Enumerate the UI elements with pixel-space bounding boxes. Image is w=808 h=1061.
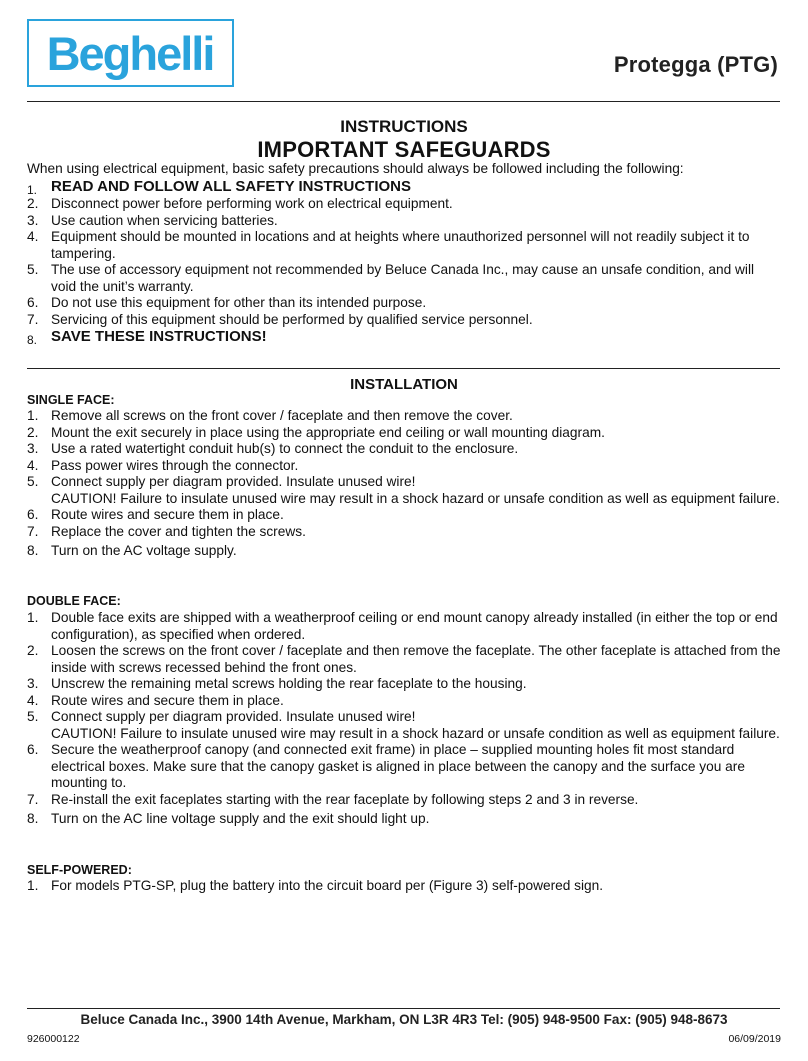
item-text: Equipment should be mounted in locations and at heights where unauthorized personnel will not readily subject it to tampering. [51, 229, 750, 261]
item-number: 6. [27, 507, 39, 522]
list-item [27, 610, 782, 643]
item-text: Unscrew the remaining metal screws holding the rear faceplate to the housing. [51, 676, 527, 691]
item-text: Use caution when servicing batteries. [51, 212, 278, 228]
safeguards-list [27, 178, 782, 346]
item-text: Double face exits are shipped with a weatherproof ceiling or end mount canopy already installed (in either the top or end configuration), as specified when ordered. [51, 610, 778, 642]
item-number: 3. [27, 212, 39, 228]
list-item [27, 295, 782, 312]
item-text: Re-install the exit faceplates starting with the rear faceplate by following steps 2 and 3 in reverse. [51, 791, 639, 807]
list-item [27, 178, 782, 196]
list-item [27, 408, 782, 425]
list-item [27, 709, 782, 742]
list-item [27, 262, 782, 295]
header-divider [27, 101, 780, 102]
item-text: Connect supply per diagram provided. Insulate unused wire! [51, 474, 416, 489]
item-text: Mount the exit securely in place using the appropriate end ceiling or wall mounting diagram. [51, 424, 605, 440]
item-number: 1. [27, 610, 39, 625]
safeguards-heading: IMPORTANT SAFEGUARDS [257, 137, 551, 162]
item-number: 1. [27, 878, 39, 893]
item-text: SAVE THESE INSTRUCTIONS! [51, 328, 267, 345]
double-face-heading: DOUBLE FACE: [27, 594, 121, 608]
item-text: Use a rated watertight conduit hub(s) to connect the conduit to the enclosure. [51, 441, 519, 456]
item-text: The use of accessory equipment not recommended by Beluce Canada Inc., may cause an unsafe condition, and will void the unit’s warranty. [51, 262, 755, 294]
item-number: 4. [27, 457, 39, 473]
list-item [27, 425, 782, 442]
item-number: 3. [27, 676, 39, 691]
item-number: 7. [27, 523, 39, 539]
list-item [27, 524, 782, 541]
list-item [27, 676, 782, 693]
item-number: 7. [27, 311, 39, 327]
footer-divider [27, 1008, 780, 1009]
list-item [27, 213, 782, 230]
item-number: 6. [27, 742, 39, 757]
product-title: Protegga (PTG) [613, 52, 778, 77]
item-text: Replace the cover and tighten the screws. [51, 523, 306, 539]
instructions-heading: INSTRUCTIONS [340, 117, 468, 136]
item-text: Turn on the AC line voltage supply and the exit should light up. [51, 811, 430, 826]
list-item [27, 458, 782, 475]
double-face-list [27, 610, 782, 828]
installation-heading: INSTALLATION [350, 376, 458, 393]
list-item [27, 742, 782, 792]
item-number: 7. [27, 791, 39, 807]
item-text: Remove all screws on the front cover / faceplate and then remove the cover. [51, 408, 513, 423]
item-text: Route wires and secure them in place. [51, 507, 284, 522]
safeguards-intro: When using electrical equipment, basic safety precautions should always be followed including the following: [27, 161, 684, 176]
item-number: 4. [27, 229, 39, 244]
brand-logo-graphic [29, 21, 232, 85]
item-number: 8. [27, 543, 39, 558]
list-item [27, 507, 782, 524]
item-number: 2. [27, 643, 39, 658]
item-number: 5. [27, 262, 39, 277]
item-number: 5. [27, 709, 39, 724]
list-item [27, 474, 782, 507]
section-divider [27, 368, 780, 369]
item-text: Disconnect power before performing work on electrical equipment. [51, 196, 453, 211]
self-powered-heading: SELF-POWERED: [27, 863, 132, 877]
item-number: 2. [27, 424, 39, 440]
document-number: 926000122 [27, 1033, 80, 1045]
item-text: Secure the weatherproof canopy (and connected exit frame) in place – supplied mounting holes fit most standard electrical boxes. Make sure that the canopy gasket is aligned in place between the canopy and the surface you are mounting to. [51, 742, 745, 790]
item-text: For models PTG-SP, plug the battery into the circuit board per (Figure 3) self-powered sign. [51, 878, 604, 893]
list-item [27, 543, 782, 560]
item-number: 8. [27, 333, 38, 347]
list-item [27, 693, 782, 710]
list-item [27, 441, 782, 458]
footer-address: Beluce Canada Inc., 3900 14th Avenue, Markham, ON L3R 4R3 Tel: (905) 948-9500 Fax: (905) 948-8673 [80, 1012, 728, 1027]
item-number: 2. [27, 196, 39, 211]
list-item [27, 878, 782, 895]
item-number: 8. [27, 811, 39, 826]
list-item [27, 328, 782, 346]
item-number: 3. [27, 441, 39, 456]
single-face-heading: SINGLE FACE: [27, 393, 115, 407]
list-item [27, 229, 782, 262]
caution-text: CAUTION! Failure to insulate unused wire may result in a shock hazard or unsafe condition as well as equipment failure. [51, 490, 780, 506]
brand-logo [27, 19, 234, 87]
item-number: 1. [27, 183, 38, 197]
single-face-list [27, 408, 782, 560]
item-number: 5. [27, 474, 39, 489]
item-number: 6. [27, 295, 39, 310]
list-item [27, 792, 782, 809]
brand-logo-text: Beghelli [46, 27, 214, 80]
item-text: Do not use this equipment for other than its intended purpose. [51, 295, 427, 310]
list-item [27, 196, 782, 213]
list-item [27, 811, 782, 828]
list-item [27, 643, 782, 676]
self-powered-list [27, 878, 782, 895]
item-text: READ AND FOLLOW ALL SAFETY INSTRUCTIONS [51, 178, 411, 195]
item-text: Pass power wires through the connector. [51, 457, 299, 473]
item-text: Route wires and secure them in place. [51, 692, 284, 708]
item-text: Turn on the AC voltage supply. [51, 543, 237, 558]
document-date: 06/09/2019 [728, 1033, 781, 1045]
item-number: 4. [27, 692, 39, 708]
item-number: 1. [27, 408, 39, 423]
item-text: Connect supply per diagram provided. Insulate unused wire! [51, 709, 416, 724]
caution-text: CAUTION! Failure to insulate unused wire may result in a shock hazard or unsafe condition as well as equipment failure. [51, 725, 780, 741]
item-text: Loosen the screws on the front cover / faceplate and then remove the faceplate. The other faceplate is attached from the inside with screws recessed behind the front ones. [51, 643, 781, 675]
list-item [27, 312, 782, 329]
item-text: Servicing of this equipment should be performed by qualified service personnel. [51, 311, 533, 327]
